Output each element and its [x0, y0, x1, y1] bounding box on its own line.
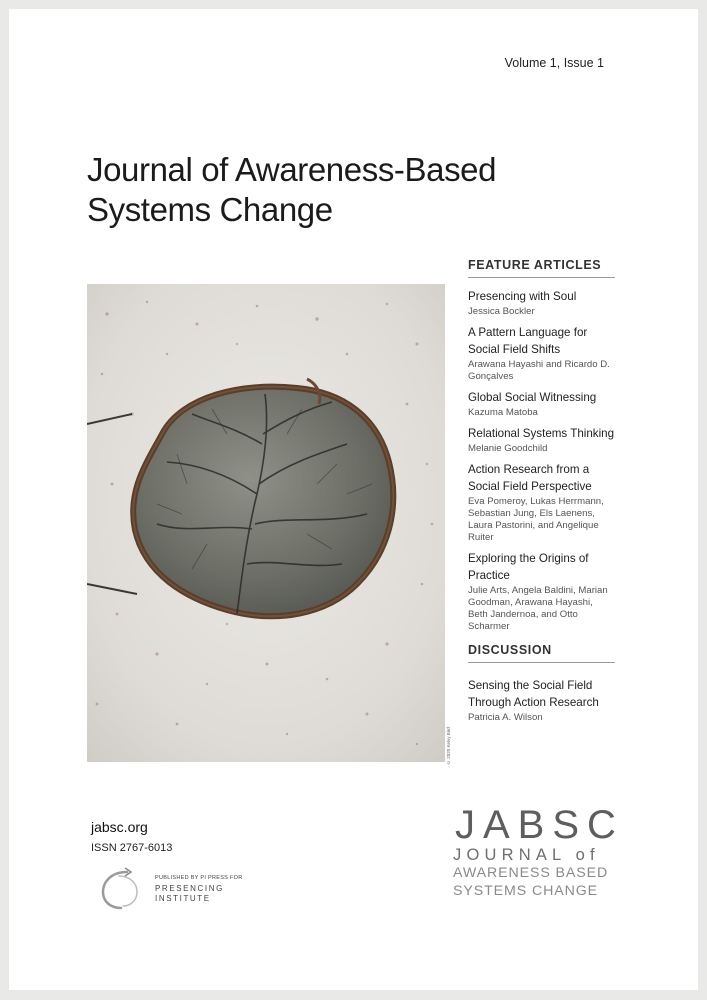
- article-authors: Kazuma Matoba: [468, 407, 538, 418]
- logo-line-1: JOURNAL of: [453, 846, 600, 864]
- cover-photo: [87, 284, 445, 762]
- table-of-contents: [468, 258, 615, 730]
- journal-title: [87, 150, 647, 230]
- jabsc-logo: [453, 803, 624, 900]
- frozen-puddle-image: [87, 284, 445, 762]
- discussion-heading: DISCUSSION: [468, 643, 615, 663]
- article-title: Relational Systems Thinking: [468, 427, 615, 440]
- publisher-name: [155, 884, 224, 903]
- issue-label: Volume 1, Issue 1: [504, 56, 604, 70]
- article-title: A Pattern Language for Social Field Shifts: [468, 326, 588, 356]
- logo-abbreviation: JABSC: [455, 803, 624, 847]
- article-title: Sensing the Social Field Through Action Research: [468, 679, 599, 709]
- article-entry[interactable]: [468, 389, 615, 419]
- publisher-block: [97, 866, 267, 916]
- article-authors: Eva Pomeroy, Lukas Herrmann, Sebastian Jung, Els Laenens, Laura Pastorini, and Angelique Ruiter: [468, 496, 604, 543]
- publisher-small: PUBLISHED BY PI PRESS FOR: [155, 875, 243, 881]
- article-title: Action Research from a Social Field Perspective: [468, 463, 592, 493]
- journal-cover: [9, 9, 698, 990]
- logo-line-3: SYSTEMS CHANGE: [453, 882, 599, 899]
- article-authors: Patricia A. Wilson: [468, 712, 543, 723]
- article-title: Exploring the Origins of Practice: [468, 552, 589, 582]
- journal-title-line-2: Systems Change: [87, 191, 333, 228]
- website-link[interactable]: jabsc.org: [91, 819, 148, 835]
- article-authors: Julie Arts, Angela Baldini, Marian Goodman, Arawana Hayashi, Beth Jandernoa, and Otto Scharmer: [468, 585, 608, 632]
- article-authors: Jessica Bockler: [468, 306, 535, 317]
- article-entry[interactable]: [468, 550, 615, 633]
- article-title: Presencing with Soul: [468, 290, 577, 303]
- feature-articles-heading: FEATURE ARTICLES: [468, 258, 615, 278]
- article-entry[interactable]: [468, 677, 615, 724]
- article-title: Global Social Witnessing: [468, 391, 597, 404]
- article-entry[interactable]: [468, 288, 615, 318]
- article-authors: Arawana Hayashi and Ricardo D. Gonçalves: [468, 359, 610, 382]
- article-entry[interactable]: [468, 461, 615, 544]
- publisher-name-line-2: INSTITUTE: [155, 893, 211, 903]
- publisher-name-line-1: PRESENCING: [155, 884, 224, 893]
- article-entry[interactable]: [468, 425, 615, 455]
- presencing-institute-logo-icon: [97, 866, 149, 912]
- journal-title-line-1: Journal of Awareness-Based: [87, 151, 497, 188]
- photo-credit: © 2020 Kelvy Bird: [446, 727, 451, 765]
- issn-label: ISSN 2767-6013: [91, 842, 173, 854]
- logo-line-2: AWARENESS BASED: [453, 865, 609, 881]
- article-entry[interactable]: [468, 324, 615, 383]
- article-authors: Melanie Goodchild: [468, 443, 548, 454]
